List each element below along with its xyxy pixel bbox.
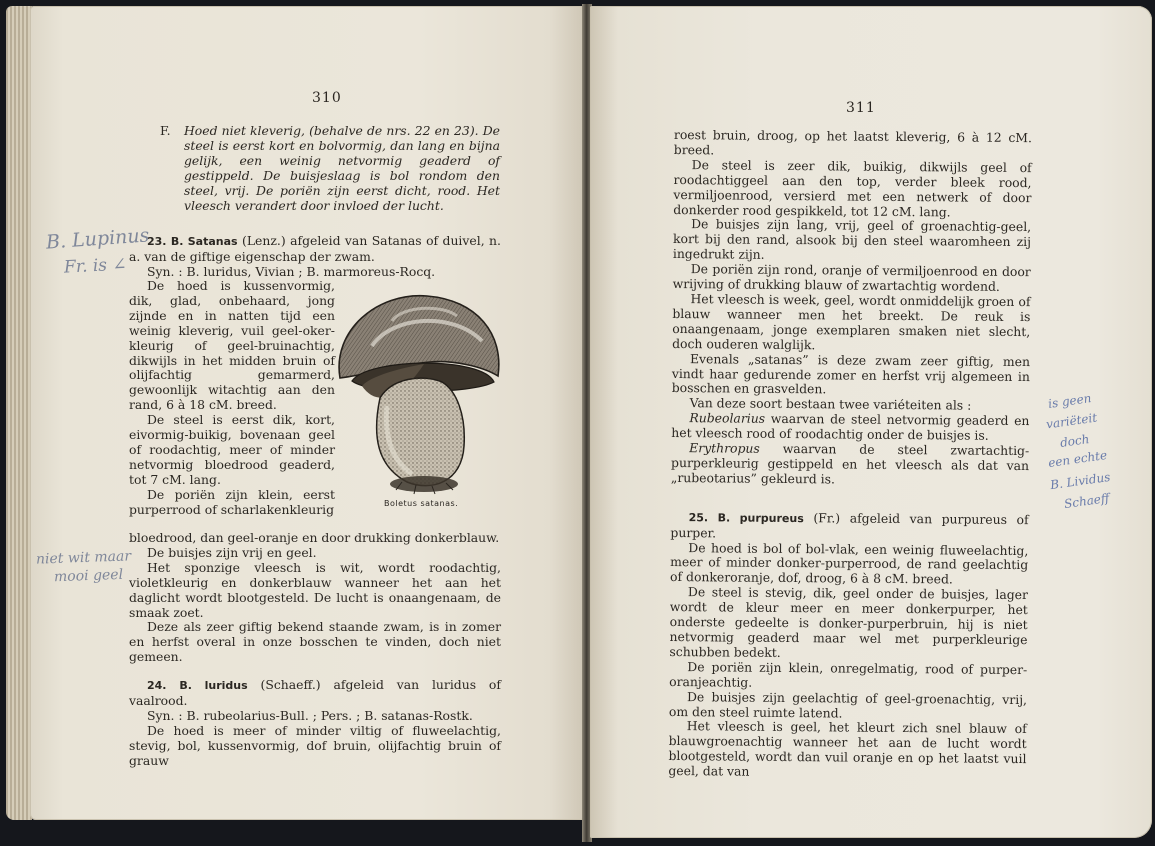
- entry-23-stem: De steel is eerst dik, kort, eivormig-buikig, bovenaan geel of roodachtig, meer of minder netvormig bloedrood geaderd, tot 7 cM. lang.: [129, 412, 335, 487]
- handwritten-note-fr: Fr. is ∠: [63, 254, 128, 278]
- page-number-left: 310: [312, 90, 342, 106]
- entry-25-author: (Fr.): [813, 509, 841, 526]
- entry-24-synonyms: Syn. : B. rubeolarius-Bull. ; Pers. ; B. satanas-Rostk.: [147, 707, 473, 723]
- entry-24-tubes: De buisjes zijn lang, vrij, geel of groenachtig-geel, kort bij den rand, alsook bij den steel waaromheen zij ingedrukt zijn.: [672, 216, 1032, 263]
- entry-23-habitat: Deze als zeer giftig bekend staande zwam, is in zomer en herfst overal in onze bosschen te vinden, doch niet gemeen.: [129, 619, 501, 665]
- entry-23-continued: [129, 531, 501, 769]
- handwritten-note-niet-wit: niet wit maar: [35, 548, 132, 568]
- entry-23-pores-a: De poriën zijn klein, eerst purperrood of scharlakenkleurig: [129, 486, 335, 517]
- boletus-satanas-illustration: [332, 286, 507, 496]
- entry-23-author: (Lenz.): [242, 233, 286, 248]
- entry-24-number: 24.: [147, 679, 167, 693]
- entry-23-number: 23.: [147, 235, 167, 248]
- entry-24-name: B. luridus: [179, 679, 248, 693]
- key-text: Hoed niet kleverig, (behalve de nrs. 22 en 23). De steel is eerst kort en bolvormig, dan lang en bijna gelijk, een weinig netvormig geaderd of gestippeld. De buisjeslaag is bol rondom den steel, vrij. De poriën zijn eerst dicht, rood. Het vleesch verandert door invloed der lucht.: [184, 123, 500, 213]
- handwritten-note-mooi-geel: mooi geel: [53, 566, 124, 586]
- entry-23-pores-b: bloedrood, dan geel-oranje en door drukking donkerblauw.: [129, 530, 500, 545]
- variety-rubeolarius-name: Rubeolarius: [689, 410, 766, 427]
- entry-23-synonyms: Syn. : B. luridus, Vivian ; B. marmoreus-Rocq.: [147, 263, 436, 279]
- entry-24-stem: De steel is zeer dik, buikig, dikwijls geel of roodachtiggeel aan den top, verder bleek rood, vermiljoenrood, versierd met een netwerk of door donkerder rood gespikkeld, tot 12 cM. lang.: [673, 156, 1032, 219]
- entry-24-pores: De poriën zijn rond, oranje of vermiljoenrood en door wrijving of drukking blauw of zwartachtig wordend.: [672, 261, 1031, 294]
- entry-25-pores: De poriën zijn klein, onregelmatig, rood of purper-oranjeachtig.: [669, 658, 1028, 690]
- variety-erythropus-name: Erythropus: [689, 440, 760, 456]
- variety-erythropus-text: waarvan de steel zwartachtig-purperkleurig gestippeld en het vleesch als dat van „rubeotarius” gekleurd is.: [670, 440, 1030, 487]
- handwritten-note-doch: doch: [1059, 432, 1091, 450]
- key-paragraph: [160, 124, 500, 213]
- entry-25-flesh: Het vleesch is geel, het kleurt zich snel blauw of blauwgroenachtig wanneer het aan de lucht wordt blootgesteld, wordt dan vuil oranje en op het laatst vuil geel, dat van: [668, 718, 1027, 779]
- entry-23-header: [129, 234, 501, 280]
- entry-25-tubes: De buisjes zijn geelachtig of geel-groenachtig, vrij, om den steel ruimte latend.: [668, 688, 1028, 721]
- entry-23-column: [129, 279, 335, 518]
- entry-23-tubes: De buisjes zijn vrij en geel.: [147, 544, 317, 560]
- entry-23-flesh: Het sponzige vleesch is wit, wordt roodachtig, violetkleurig en donkerblauw wanneer het aan het daglicht wordt blootgesteld. De lucht is onaangenaam, de smaak zoet.: [129, 559, 501, 620]
- entry-24-varieties-intro: Van deze soort bestaan twee variéteiten als :: [689, 395, 972, 413]
- entry-25-etymology: afgeleid van purpureus of purper.: [670, 510, 1029, 541]
- handwritten-note-lividus: B. Lividus: [1049, 469, 1112, 493]
- handwritten-note-lupinus: B. Lupinus: [45, 224, 151, 254]
- entry-24-etymology: afgeleid van luridus of vaalrood.: [129, 677, 501, 709]
- entry-23-etymology: afgeleid van Satanas of duivel, n. a. van de giftige eigenschap der zwam.: [129, 233, 501, 264]
- entry-24-flesh: Het vleesch is week, geel, wordt onmiddelijk groen of blauw wanneer men het breekt. De reuk is onaangenaam, jonge exemplaren smaken niet slecht, doch ouderen walglijk.: [672, 291, 1031, 352]
- handwritten-note-schaeff: Schaeff: [1063, 490, 1111, 512]
- handwritten-note-is-geen: is geen: [1047, 391, 1093, 411]
- entry-25-name: B. purpureus: [717, 511, 804, 525]
- entry-24-habitat: Evenals „satanas” is deze zwam zeer giftig, men vindt haar gedurende zomer en herfst vrij algemeen in bosschen en grasvelden.: [671, 350, 1031, 397]
- right-page-text: [668, 128, 1032, 782]
- entry-23-cap: De hoed is kussenvormig, dik, glad, onbehaard, jong zijnde en in natten tijd een weinig kleverig, vuil geel-oker-kleurig of geel-bruinachtig, dikwijls in het midden bruin of olijfachtig gemarmerd, gewoonlijk witachtig aan den rand, 6 à 18 cM. breed.: [129, 278, 335, 413]
- entry-25-cap: De hoed is bol of bol-vlak, een weinig fluweelachtig, meer of minder donker-purperrood, de rand geelachtig of donkeroranje, dof, droog, 6 à 8 cM. breed.: [670, 539, 1029, 587]
- entry-24-cap-continued: roest bruin, droog, op het laatst kleverig, 6 à 12 cM. breed.: [673, 127, 1032, 158]
- handwritten-note-varieteit: variëteit: [1045, 410, 1098, 432]
- left-page: [30, 6, 583, 820]
- right-page: [590, 6, 1152, 838]
- entry-23-name: B. Satanas: [170, 235, 238, 248]
- key-label: F.: [160, 123, 171, 138]
- variety-rubeolarius-text: waarvan de steel netvormig geaderd en het vleesch rood of roodachtig onder de buisjes is.: [671, 411, 1030, 443]
- entry-25-stem: De steel is stevig, dik, geel onder de buisjes, lager wordt de kleur meer en meer donkerpurper, het onderste gedeelte is donker-purperbruin, hij is niet netvormig geaderd maar wel met purperkleurige schubben bedekt.: [669, 584, 1029, 660]
- left-page-edges: [6, 6, 32, 820]
- handwritten-note-een-echte: een echte: [1047, 447, 1108, 471]
- entry-25-number: 25.: [688, 510, 709, 525]
- page-number-right: 311: [846, 100, 876, 116]
- entry-24-cap: De hoed is meer of minder viltig of fluweelachtig, stevig, bol, kussenvormig, dof bruin, olijfachtig bruin of grauw: [129, 722, 501, 768]
- entry-24-author: (Schaeff.): [260, 677, 321, 693]
- figure-caption: Boletus satanas.: [384, 499, 459, 508]
